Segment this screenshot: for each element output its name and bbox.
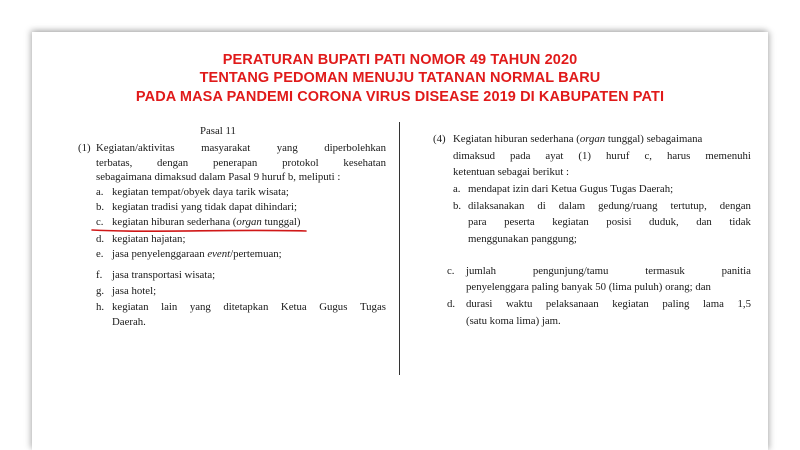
item-b-letter: b.: [96, 201, 105, 213]
title-line-2: TENTANG PEDOMAN MENUJU TATANAN NORMAL BARU: [199, 70, 601, 86]
paragraph-4-line-1: Kegiatan hiburan sederhana (organ tunggal) sebagaimana: [453, 133, 703, 145]
item-g-text: jasa hotel;: [112, 285, 157, 297]
right-item-b-line-1: dilaksanakan di dalam gedung/ruang tertutup, dengan: [468, 200, 751, 212]
item-g-letter: g.: [96, 285, 105, 297]
pasal-heading: Pasal 11: [200, 125, 236, 137]
right-item-b-letter: b.: [453, 200, 462, 212]
paragraph-1-number: (1): [78, 142, 91, 154]
paragraph-1-line-1: Kegiatan/aktivitas masyarakat yang diperbolehkan: [96, 142, 386, 154]
item-h-letter: h.: [96, 301, 105, 313]
paragraph-4-line-2: dimaksud pada ayat (1) huruf c, harus memenuhi: [453, 150, 751, 162]
right-item-d-letter: d.: [447, 298, 456, 310]
item-f-letter: f.: [96, 269, 103, 281]
item-d-letter: d.: [96, 233, 105, 245]
item-b-text: kegiatan tradisi yang tidak dapat dihindari;: [112, 201, 297, 213]
item-f-text: jasa transportasi wisata;: [112, 269, 216, 281]
title-line-3: PADA MASA PANDEMI CORONA VIRUS DISEASE 2019 DI KABUPATEN PATI: [135, 89, 665, 105]
paragraph-1-line-3: sebagaimana dimaksud dalam Pasal 9 huruf b, meliputi :: [96, 171, 341, 183]
paragraph-4-line-3: ketentuan sebagai berikut :: [453, 166, 570, 178]
item-c-letter: c.: [96, 216, 104, 228]
right-item-d-line-2: (satu koma lima) jam.: [466, 315, 561, 327]
title-line-1: PERATURAN BUPATI PATI NOMOR 49 TAHUN 2020: [222, 52, 578, 68]
right-item-a-text: mendapat izin dari Ketua Gugus Tugas Daerah;: [468, 183, 674, 195]
right-item-c-line-2: penyelenggara paling banyak 50 (lima puluh) orang; dan: [466, 281, 711, 293]
item-h-line-1: kegiatan lain yang ditetapkan Ketua Gugus Tugas: [112, 301, 386, 313]
paragraph-1-line-2: terbatas, dengan penerapan protokol kesehatan: [96, 157, 386, 169]
item-e-letter: e.: [96, 248, 104, 260]
item-a-letter: a.: [96, 186, 104, 198]
column-divider: [399, 122, 400, 375]
item-d-text: kegiatan hajatan;: [112, 233, 186, 245]
right-item-b-line-3: menggunakan panggung;: [468, 233, 577, 245]
right-item-b-line-2: para peserta kegiatan posisi duduk, dan tidak: [468, 216, 751, 228]
right-item-d-line-1: durasi waktu pelaksanaan kegiatan paling lama 1,5: [466, 298, 751, 310]
item-a-text: kegiatan tempat/obyek daya tarik wisata;: [112, 186, 289, 198]
right-item-a-letter: a.: [453, 183, 461, 195]
paragraph-4-number: (4): [433, 133, 446, 145]
right-item-c-line-1: jumlah pengunjung/tamu termasuk panitia: [466, 265, 751, 277]
item-h-line-2: Daerah.: [112, 316, 146, 328]
right-item-c-letter: c.: [447, 265, 455, 277]
item-e-text: jasa penyelenggaraan event/pertemuan;: [112, 248, 282, 260]
item-c-text: kegiatan hiburan sederhana (organ tunggal): [112, 216, 301, 228]
